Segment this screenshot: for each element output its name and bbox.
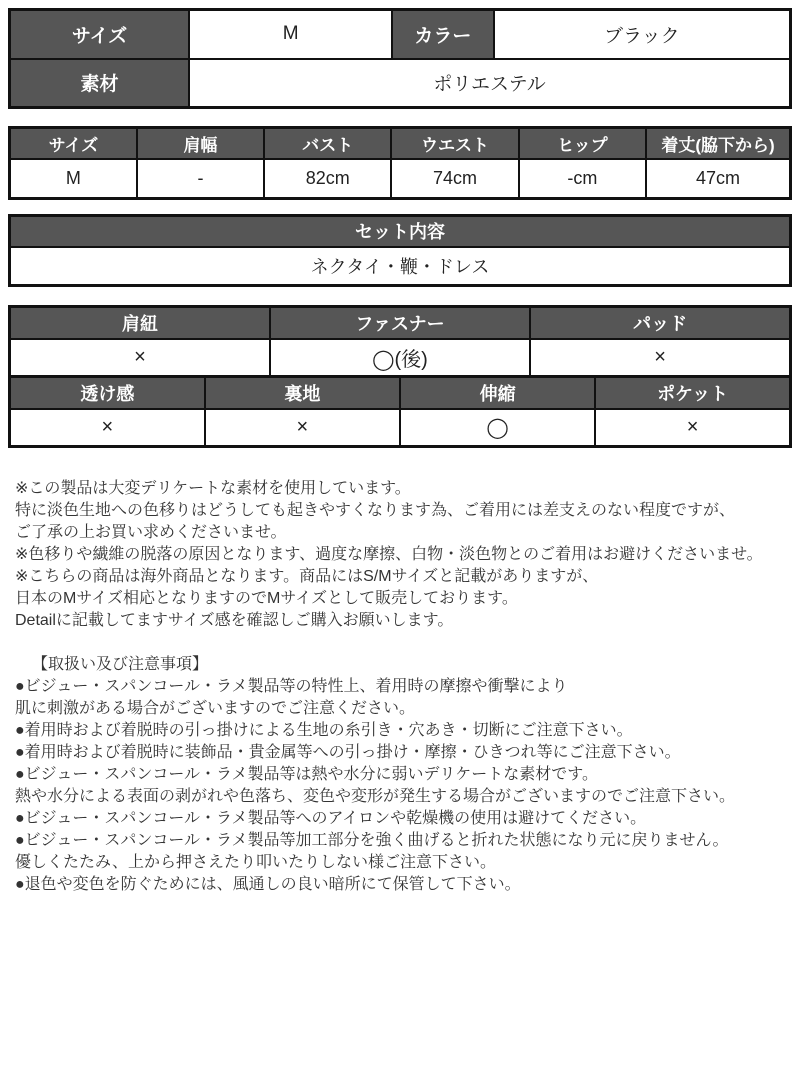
feature-table-upper [8, 305, 792, 378]
measurement-cell: 47cm [646, 159, 790, 199]
measurement-cell: -cm [519, 159, 646, 199]
column-header: バスト [264, 128, 391, 159]
size-label-cell: サイズ [10, 10, 190, 59]
note-line: ※この製品は大変デリケートな素材を使用しています。 [15, 480, 411, 497]
measurement-cell: M [10, 159, 137, 199]
care-line: ●ビジュー・スパンコール・ラメ製品等加工部分を強く曲げると折れた状態になり元に戻りません。 [15, 832, 729, 849]
care-instructions [8, 654, 792, 896]
feature-value-cell: × [530, 339, 790, 377]
note-line: ご了承の上お買い求めくださいませ。 [15, 524, 287, 541]
color-label-cell: カラー [392, 10, 494, 59]
basic-spec-table [8, 8, 792, 109]
column-header: ファスナー [270, 307, 530, 339]
table-row [10, 10, 791, 59]
table-row [10, 339, 791, 377]
feature-value-cell: × [205, 409, 400, 447]
table-row [10, 159, 791, 199]
care-line: ●着用時および着脱時に装飾品・貴金属等への引っ掛け・摩擦・ひきつれ等にご注意下さい。 [15, 744, 681, 761]
set-contents-header: セット内容 [10, 216, 791, 247]
measurement-cell: 74cm [391, 159, 518, 199]
note-line: ※色移りや繊維の脱落の原因となります、過度な摩擦、白物・淡色物とのご着用はお避けくださいませ。 [15, 546, 763, 563]
column-header: ウエスト [391, 128, 518, 159]
note-line: 日本のMサイズ相応となりますのでMサイズとして販売しております。 [15, 590, 518, 607]
feature-value-cell: × [10, 409, 205, 447]
feature-table-lower [8, 375, 792, 448]
column-header: 肩紐 [10, 307, 270, 339]
care-line: 熱や水分による表面の剥がれや色落ち、変色や変形が発生する場合がございますのでご注意下さい。 [15, 788, 736, 805]
column-header: 透け感 [10, 377, 205, 409]
table-header-row [10, 377, 791, 409]
care-line: 肌に刺激がある場合がございますのでご注意ください。 [15, 700, 416, 717]
feature-value-cell: × [10, 339, 270, 377]
column-header: 着丈(脇下から) [646, 128, 790, 159]
column-header: ヒップ [519, 128, 646, 159]
note-line: ※こちらの商品は海外商品となります。商品にはS/Mサイズと記載がありますが、 [15, 568, 599, 585]
column-header: サイズ [10, 128, 137, 159]
column-header: ポケット [595, 377, 790, 409]
note-line: Detailに記載してますサイズ感を確認しご購入お願いします。 [15, 612, 454, 629]
care-line: 優しくたたみ、上から押さえたり叩いたりしない様ご注意下さい。 [15, 854, 496, 871]
column-header: パッド [530, 307, 790, 339]
set-contents-value: ネクタイ・鞭・ドレス [10, 247, 791, 286]
material-label-cell: 素材 [10, 59, 190, 108]
color-value-cell: ブラック [494, 10, 791, 59]
care-line: ●ビジュー・スパンコール・ラメ製品等は熱や水分に弱いデリケートな素材です。 [15, 766, 598, 783]
table-header-row [10, 216, 791, 247]
care-line: ●ビジュー・スパンコール・ラメ製品等へのアイロンや乾燥機の使用は避けてください。 [15, 810, 647, 827]
column-header: 肩幅 [137, 128, 264, 159]
column-header: 伸縮 [400, 377, 595, 409]
product-notes [8, 478, 792, 632]
table-row [10, 247, 791, 286]
feature-value-cell: ◯(後) [270, 339, 530, 377]
table-row [10, 59, 791, 108]
set-contents-table [8, 214, 792, 287]
table-header-row [10, 307, 791, 339]
table-row [10, 409, 791, 447]
care-line: ●退色や変色を防ぐためには、風通しの良い暗所にて保管して下さい。 [15, 876, 521, 893]
measurement-cell: 82cm [264, 159, 391, 199]
column-header: 裏地 [205, 377, 400, 409]
care-instructions-title: 【取扱い及び注意事項】 [32, 656, 209, 673]
care-line: ●ビジュー・スパンコール・ラメ製品等の特性上、着用時の摩擦や衝撃により [15, 678, 568, 695]
measurement-cell: - [137, 159, 264, 199]
size-value-cell: M [189, 10, 392, 59]
measurement-table [8, 126, 792, 200]
table-header-row [10, 128, 791, 159]
note-line: 特に淡色生地への色移りはどうしても起きやすくなります為、ご着用には差支えのない程度ですが、 [15, 502, 736, 519]
feature-value-cell: ◯ [400, 409, 595, 447]
care-line: ●着用時および着脱時の引っ掛けによる生地の糸引き・穴あき・切断にご注意下さい。 [15, 722, 633, 739]
material-value-cell: ポリエステル [189, 59, 790, 108]
feature-value-cell: × [595, 409, 790, 447]
